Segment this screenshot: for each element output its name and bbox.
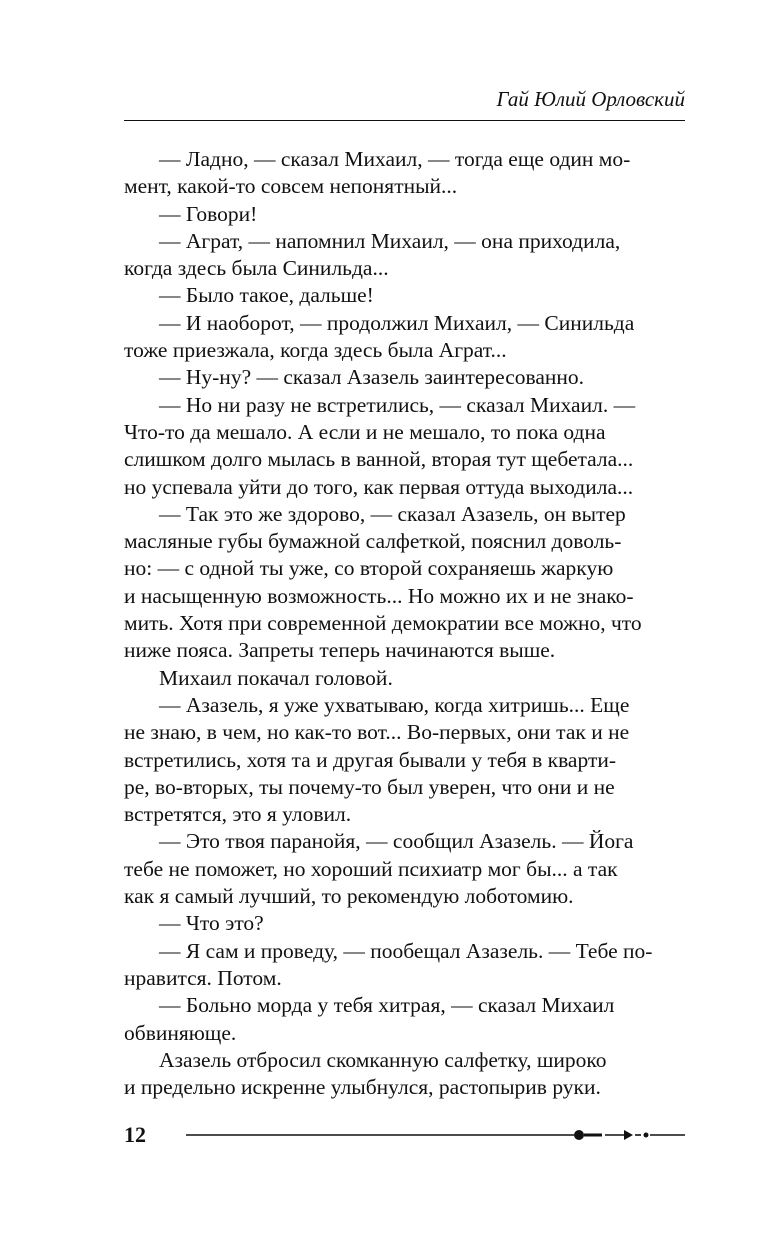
paragraph: — Что это? [159, 911, 264, 936]
body-text [124, 146, 685, 1101]
paragraph: — Больно морда у тебя хитрая, — сказал Михаил обвиняюще. [124, 993, 615, 1045]
paragraph: — Я сам и проведу, — пообещал Азазель. — Тебе по- нравится. Потом. [124, 938, 653, 990]
paragraph: — Ну-ну? — сказал Азазель заинтересованно. [159, 365, 585, 390]
page-number: 12 [124, 1122, 146, 1147]
page-footer [124, 1120, 685, 1150]
paragraph: Азазель отбросил скомканную салфетку, широко и предельно искренне улыбнулся, растопырив руки. [124, 1047, 607, 1100]
header-rule [124, 120, 685, 121]
footer-ornament-rule [186, 1126, 685, 1144]
paragraph: — Так это же здорово, — сказал Азазель, он вытер масляные губы бумажной салфеткой, пояснил доволь- но: — с одной ты уже, со второй сохраняешь жаркую и насыщенную возможность... Но можно их и не знако- мить. Хотя при современной демократии все можно, что ниже пояса. Запреты теперь начинаются выше. [124, 501, 642, 663]
paragraph: — Было такое, дальше! [159, 283, 374, 308]
paragraph: — Говори! [159, 201, 258, 226]
paragraph: — Ладно, — сказал Михаил, — тогда еще один мо- мент, какой-то совсем непонятный... [124, 147, 631, 199]
running-head-title: Гай Юлий Орловский [496, 87, 685, 111]
paragraph: — Азазель, я уже ухватываю, когда хитришь... Еще не знаю, в чем, но как-то вот... Во-первых, они так и не встретились, хотя та и другая бывали у тебя в кварти- ре, во-вторых, ты почему-то был уверен, что они и не встретятся, это я уловил. [124, 692, 630, 827]
paragraph: Михаил покачал головой. [159, 665, 393, 690]
paragraph: — Но ни разу не встретились, — сказал Михаил. — Что-то да мешало. А если и не мешало, то пока одна слишком долго мылась в ванной, вторая тут щебетала... но успевала уйти до того, как первая оттуда выходила... [124, 392, 636, 499]
paragraph: — Это твоя паранойя, — сообщил Азазель. — Йога тебе не поможет, но хороший психиатр мог бы... а так как я самый лучший, то рекомендую лоботомию. [124, 829, 634, 909]
paragraph: — И наоборот, — продолжил Михаил, — Синильда тоже приезжала, когда здесь была Аграт... [124, 310, 635, 363]
paragraph: — Аграт, — напомнил Михаил, — она приходила, когда здесь была Синильда... [124, 228, 621, 281]
